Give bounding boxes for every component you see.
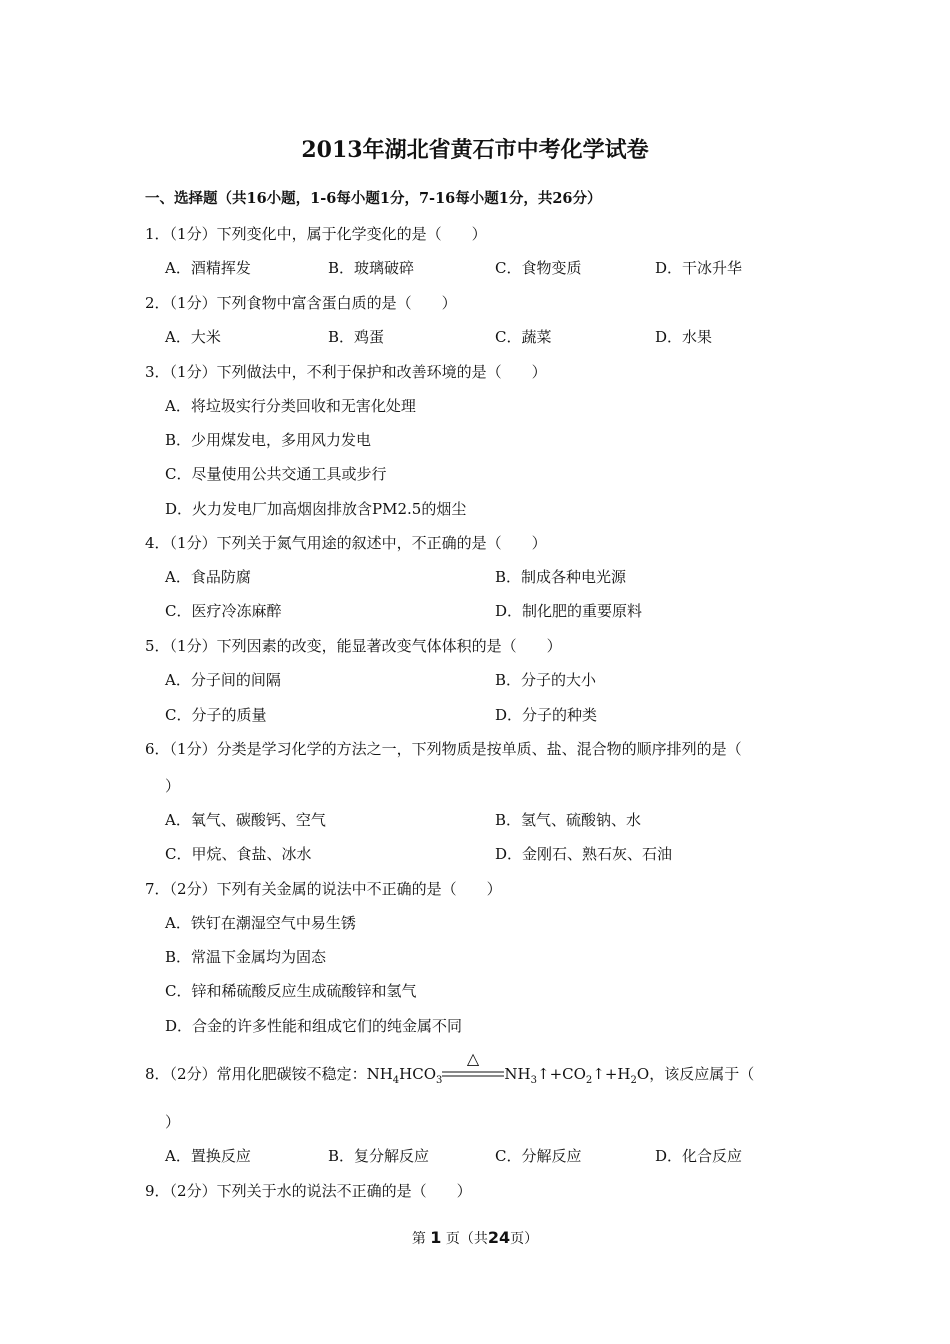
question-2-option-a: A．大米 <box>165 328 221 346</box>
heat-symbol: △ <box>467 1049 480 1068</box>
question-1-option-c: C．食物变质 <box>495 259 582 277</box>
question-1-option-a: A．酒精挥发 <box>165 259 251 277</box>
question-3-stem: 3．（1分）下列做法中，不利于保护和改善环境的是（ ） <box>145 363 547 381</box>
page-title: 2013年湖北省黄石市中考化学试卷 <box>301 137 649 163</box>
question-2-option-b: B．鸡蛋 <box>328 328 385 346</box>
equation-text: ↑+H <box>592 1065 631 1083</box>
page-number: 1 <box>430 1228 442 1247</box>
subscript: 3 <box>436 1075 443 1086</box>
equation-text: HCO <box>399 1065 437 1083</box>
question-6-option-d: D．金刚石、熟石灰、石油 <box>495 845 673 863</box>
question-6-option-c: C．甲烷、食盐、冰水 <box>165 845 312 863</box>
subscript: 2 <box>630 1075 637 1086</box>
question-6-stem-end: ） <box>165 777 181 795</box>
page-footer <box>0 1228 950 1248</box>
question-8-option-b: B．复分解反应 <box>328 1147 430 1165</box>
question-5-option-d: D．分子的种类 <box>495 706 598 724</box>
question-2-option-d: D．水果 <box>655 328 713 346</box>
question-5-stem: 5．（1分）下列因素的改变，能显著改变气体体积的是（ ） <box>145 637 562 655</box>
total-pages: 24 <box>487 1228 511 1247</box>
subscript: 3 <box>530 1075 537 1086</box>
question-5-option-b: B．分子的大小 <box>495 671 597 689</box>
question-4-option-d: D．制化肥的重要原料 <box>495 602 643 620</box>
section-heading: 一、选择题（共16小题，1-6每小题1分，7-16每小题1分，共26分） <box>145 190 602 207</box>
question-8-stem <box>145 1049 755 1086</box>
question-3-option-c: C．尽量使用公共交通工具或步行 <box>165 465 387 483</box>
question-7-option-d: D．合金的许多性能和组成它们的纯金属不同 <box>165 1017 463 1035</box>
question-3-option-a: A．将垃圾实行分类回收和无害化处理 <box>165 397 416 415</box>
question-3-option-b: B．少用煤发电，多用风力发电 <box>165 431 372 449</box>
question-6-option-a: A．氧气、碳酸钙、空气 <box>165 811 326 829</box>
question-1-option-b: B．玻璃破碎 <box>328 259 415 277</box>
equation-text: 8．（2分）常用化肥碳铵不稳定：NH <box>145 1065 393 1083</box>
question-4-option-b: B．制成各种电光源 <box>495 568 627 586</box>
question-5-option-a: A．分子间的间隔 <box>165 671 281 689</box>
question-6-option-b: B．氢气、硫酸钠、水 <box>495 811 642 829</box>
question-5-option-c: C．分子的质量 <box>165 706 267 724</box>
subscript: 4 <box>392 1075 400 1086</box>
reaction-arrow <box>442 1049 504 1083</box>
question-2-option-c: C．蔬菜 <box>495 328 552 346</box>
footer-text: 页（共 <box>445 1231 488 1247</box>
footer-text: 页） <box>510 1231 539 1247</box>
subscript: 2 <box>585 1075 593 1086</box>
question-8-option-a: A．置换反应 <box>165 1147 251 1165</box>
question-9-stem: 9．（2分）下列关于水的说法不正确的是（ ） <box>145 1182 472 1200</box>
equation-text: ↑+CO <box>537 1065 586 1083</box>
question-1-stem: 1．（1分）下列变化中，属于化学变化的是（ ） <box>145 225 487 243</box>
question-7-option-b: B．常温下金属均为固态 <box>165 948 327 966</box>
footer-text: 第 <box>411 1231 426 1247</box>
equation-text: NH <box>504 1065 531 1083</box>
question-2-stem: 2．（1分）下列食物中富含蛋白质的是（ ） <box>145 294 457 312</box>
question-6-stem: 6．（1分）分类是学习化学的方法之一，下列物质是按单质、盐、混合物的顺序排列的是（ <box>145 740 742 758</box>
question-4-option-c: C．医疗冷冻麻醉 <box>165 602 282 620</box>
question-4-option-a: A．食品防腐 <box>165 568 251 586</box>
question-4-stem: 4．（1分）下列关于氮气用途的叙述中，不正确的是（ ） <box>145 534 547 552</box>
question-7-option-a: A．铁钉在潮湿空气中易生锈 <box>165 914 356 932</box>
question-7-stem: 7．（2分）下列有关金属的说法中不正确的是（ ） <box>145 880 502 898</box>
equation-text: O，该反应属于（ <box>636 1065 755 1083</box>
question-8-option-d: D．化合反应 <box>655 1147 743 1165</box>
question-8-option-c: C．分解反应 <box>495 1147 582 1165</box>
question-1-option-d: D．干冰升华 <box>655 259 743 277</box>
question-3-option-d: D．火力发电厂加高烟囱排放含PM2.5的烟尘 <box>165 500 467 518</box>
question-7-option-c: C．锌和稀硫酸反应生成硫酸锌和氢气 <box>165 982 417 1000</box>
question-8-stem-end: ） <box>165 1113 181 1131</box>
